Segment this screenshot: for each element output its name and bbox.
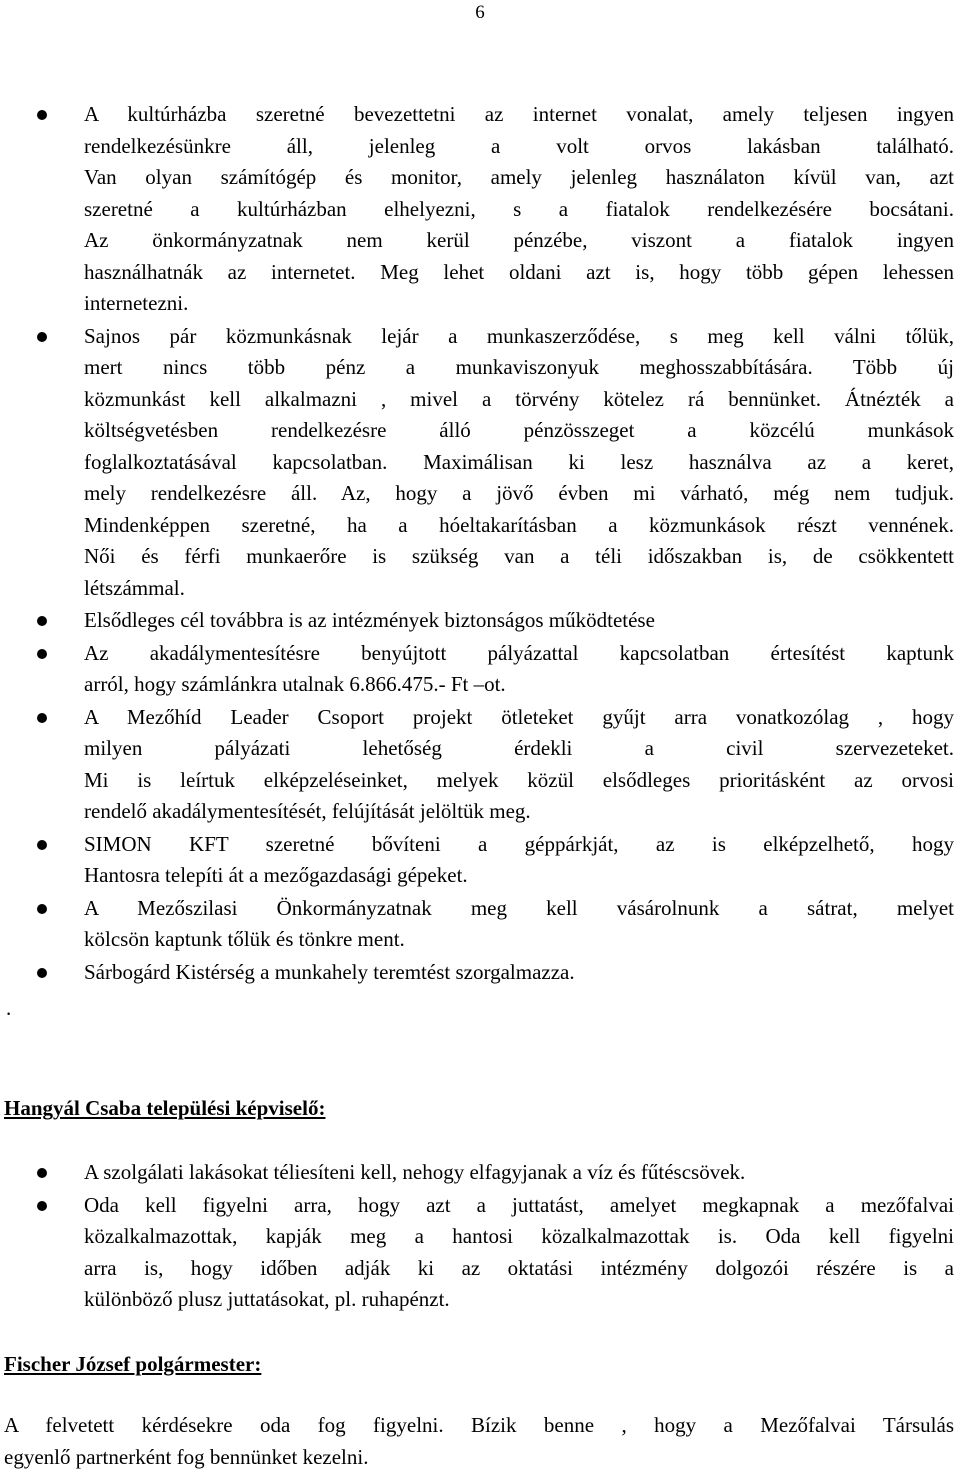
text-line: kölcsön kaptunk tőlük és tönkre ment. bbox=[84, 927, 405, 951]
stray-mark: . bbox=[6, 996, 12, 1020]
list-item bbox=[0, 605, 960, 637]
text-line: Sajnos pár közmunkásnak lejár a munkaszerződése, s meg kell válni tőlük, bbox=[84, 323, 954, 348]
list-item bbox=[0, 829, 960, 892]
bullet-icon bbox=[37, 713, 47, 723]
text-line: mert nincs több pénz a munkaviszonyuk meghosszabbítására. Több új bbox=[84, 355, 954, 379]
bullet-icon bbox=[37, 1168, 47, 1178]
text-line: Van olyan számítógép és monitor, amely jelenleg használaton kívül van, azt bbox=[84, 165, 954, 189]
first-bullet-list bbox=[0, 99, 960, 988]
bullet-icon bbox=[37, 1201, 47, 1211]
bullet-icon bbox=[37, 110, 47, 120]
text-line: arról, hogy számlánkra utalnak 6.866.475.- Ft –ot. bbox=[84, 672, 506, 696]
text-line: közmunkást kell alkalmazni , mivel a törvény kötelez rá bennünket. Átnézték a bbox=[84, 386, 954, 411]
text-line: internetezni. bbox=[84, 291, 189, 315]
list-item bbox=[0, 1190, 960, 1316]
fischer-statement bbox=[4, 1410, 954, 1473]
text-line: Oda kell figyelni arra, hogy azt a juttatást, amelyet megkapnak a mezőfalvai bbox=[84, 1192, 954, 1217]
text-line: A Mezőszilasi Önkormányzatnak meg kell vásárolnunk a sátrat, melyet bbox=[84, 895, 954, 920]
text-line: szeretné a kultúrházban elhelyezni, s a fiatalok rendelkezésére bocsátani. bbox=[84, 196, 954, 221]
text-line: közalkalmazottak, kapják meg a hantosi közalkalmazottak is. Oda kell figyelni bbox=[84, 1224, 954, 1248]
list-item bbox=[0, 893, 960, 956]
text-line: milyen pályázati lehetőség érdekli a civil szervezeteket. bbox=[84, 736, 954, 760]
text-line: létszámmal. bbox=[84, 575, 185, 600]
text-line: foglalkoztatásával kapcsolatban. Maximálisan ki lesz használva az a keret, bbox=[84, 449, 954, 474]
list-item bbox=[0, 638, 960, 701]
bullet-icon bbox=[37, 616, 47, 626]
list-item bbox=[0, 702, 960, 828]
text-line: költségvetésben rendelkezésre álló pénzösszeget a közcélú munkások bbox=[84, 418, 954, 442]
bullet-icon bbox=[37, 840, 47, 850]
text-line: Női és férfi munkaerőre is szükség van a téli időszakban is, de csökkentett bbox=[84, 544, 954, 568]
text-line: Hantosra telepíti át a mezőgazdasági gépeket. bbox=[84, 863, 468, 887]
hangyal-bullet-list bbox=[0, 1157, 960, 1316]
text-line: rendelkezésünkre áll, jelenleg a volt orvos lakásban található. bbox=[84, 133, 954, 158]
list-item bbox=[0, 957, 960, 989]
text-line: arra is, hogy időben adják ki az oktatási intézmény dolgozói részére is a bbox=[84, 1255, 954, 1280]
hangyal-heading: Hangyál Csaba települési képviselő: bbox=[4, 1096, 326, 1120]
list-item bbox=[0, 1157, 960, 1189]
text-line: Sárbogárd Kistérség a munkahely teremtést szorgalmazza. bbox=[84, 959, 575, 984]
fischer-heading: Fischer József polgármester: bbox=[4, 1352, 262, 1376]
text-line: A Mezőhíd Leader Csoport projekt ötleteket gyűjt arra vonatkozólag , hogy bbox=[84, 704, 954, 729]
bullet-icon bbox=[37, 332, 47, 342]
page-number: 6 bbox=[475, 2, 485, 23]
text-line: A kultúrházba szeretné bevezettetni az internet vonalat, amely teljesen ingyen bbox=[84, 102, 954, 126]
list-item bbox=[0, 99, 960, 320]
text-line: A felvetett kérdésekre oda fog figyelni. Bízik benne , hogy a Mezőfalvai Társulás bbox=[4, 1413, 954, 1437]
text-line: rendelő akadálymentesítését, felújítását jelöltük meg. bbox=[84, 799, 531, 823]
bullet-icon bbox=[37, 649, 47, 659]
text-line: Az akadálymentesítésre benyújtott pályázattal kapcsolatban értesítést kaptunk bbox=[84, 640, 954, 665]
text-line: SIMON KFT szeretné bővíteni a géppárkját, az is elképzelhető, hogy bbox=[84, 831, 954, 856]
bullet-icon bbox=[37, 968, 47, 978]
text-line: Elsődleges cél továbbra is az intézmények biztonságos működtetése bbox=[84, 608, 655, 632]
text-line: használhatnák az internetet. Meg lehet oldani azt is, hogy több gépen lehessen bbox=[84, 259, 954, 284]
text-line: A szolgálati lakásokat téliesíteni kell, nehogy elfagyjanak a víz és fűtéscsövek. bbox=[84, 1160, 746, 1184]
text-line: különböző plusz juttatásokat, pl. ruhapénzt. bbox=[84, 1287, 450, 1311]
text-line: egyenlő partnerként fog bennünket kezelni. bbox=[4, 1444, 369, 1469]
text-line: mely rendelkezésre áll. Az, hogy a jövő évben mi várható, még nem tudjuk. bbox=[84, 481, 954, 505]
bullet-icon bbox=[37, 904, 47, 914]
text-line: Mindenképpen szeretné, ha a hóeltakarításban a közmunkások részt vennének. bbox=[84, 512, 954, 537]
list-item bbox=[0, 321, 960, 605]
text-line: Mi is leírtuk elképzeléseinket, melyek közül elsődleges prioritásként az orvosi bbox=[84, 767, 954, 792]
text-line: Az önkormányzatnak nem kerül pénzébe, viszont a fiatalok ingyen bbox=[84, 228, 954, 252]
